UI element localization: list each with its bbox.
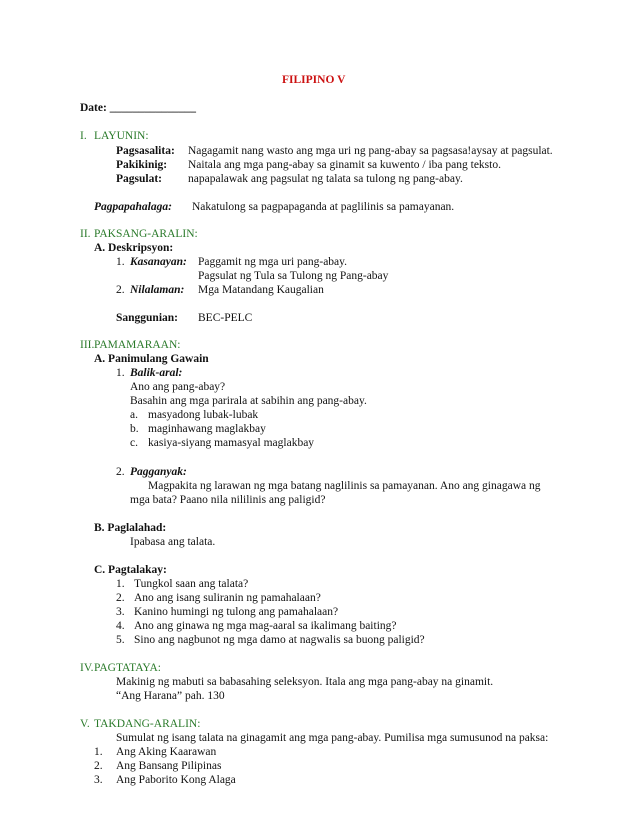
list-number: 1. [94,746,103,758]
list-number: 2. [94,760,103,772]
section-4-heading: PAGTATAYA: [94,662,161,674]
objective-text: Naitala ang mga pang-abay sa ginamit sa kuwento / iba pang teksto. [188,159,501,171]
section-2-heading: PAKSANG-ARALIN: [94,228,198,240]
list-letter: b. [130,423,139,435]
date-line: Date: _______________ [80,102,196,114]
presentation-text: Ipabasa ang talata. [130,536,216,548]
list-number: 1. [116,578,125,590]
values-text: Nakatulong sa pagpapaganda at paglilinis sa pamayanan. [192,201,455,213]
list-number: 2. [116,284,125,296]
objective-label: Pagsulat: [116,173,162,185]
list-number: 3. [94,774,103,786]
discussion-question: Sino ang nagbunot ng mga damo at nagwalis sa buong paligid? [134,634,425,646]
section-3-heading: PAMAMARAAN: [94,339,181,351]
motivation-label: Pagganyak: [130,466,187,478]
assignment-text: Sumulat ng isang talata na ginagamit ang mga pang-abay. Pumilisa mga sumusunod na paksa: [116,732,549,744]
skill-label: Kasanayan: [130,256,187,268]
assignment-topic: Ang Bansang Pilipinas [116,760,222,772]
list-item: maginhawang maglakbay [148,423,266,435]
discussion-question: Tungkol saan ang talata? [134,578,249,590]
review-label: Balik-aral: [130,367,183,379]
section-5-number: V. [80,718,90,730]
list-number: 1. [116,367,125,379]
section-4-number: IV. [80,662,94,674]
content-label: Nilalaman: [130,284,185,296]
review-instruction: Basahin ang mga parirala at sabihin ang pang-abay. [130,395,367,407]
objective-text: napapalawak ang pagsulat ng talata sa tulong ng pang-abay. [188,173,463,185]
review-question: Ano ang pang-abay? [130,381,226,393]
list-letter: c. [130,437,138,449]
list-item: kasiya-siyang mamasyal maglakbay [148,437,315,449]
discussion-question: Ano ang isang suliranin ng pamahalaan? [134,592,321,604]
evaluation-reference: “Ang Harana” pah. 130 [116,690,225,702]
section-3-number: III. [80,339,95,351]
discussion-label: C. Pagtalakay: [94,564,167,576]
opening-activity-label: A. Panimulang Gawain [94,353,209,365]
list-number: 2. [116,466,125,478]
section-1-number: I. [80,130,87,142]
section-5-heading: TAKDANG-ARALIN: [94,718,201,730]
list-number: 3. [116,606,125,618]
content-text: Mga Matandang Kaugalian [198,284,324,296]
evaluation-text: Makinig ng mabuti sa babasahing seleksyon. Itala ang mga pang-abay na ginamit. [116,676,494,688]
list-number: 1. [116,256,125,268]
reference-label: Sanggunian: [116,312,179,324]
discussion-question: Ano ang ginawa ng mga mag-aaral sa ikalimang baiting? [134,620,397,632]
objective-text: Nagagamit nang wasto ang mga uri ng pang-abay sa pagsasa!aysay at pagsulat. [188,145,553,157]
document-title: FILIPINO V [282,74,346,86]
motivation-text-line-1: Magpakita ng larawan ng mga batang naglilinis sa pamayanan. Ano ang ginagawa ng [148,480,541,492]
section-2-number: II. [80,228,91,240]
list-number: 4. [116,620,125,632]
discussion-question: Kanino humingi ng tulong ang pamahalaan? [134,606,339,618]
reference-text: BEC-PELC [198,312,253,324]
skill-text-2: Pagsulat ng Tula sa Tulong ng Pang-abay [198,270,389,282]
presentation-label: B. Paglalahad: [94,522,167,534]
objective-label: Pagsasalita: [116,145,175,157]
list-number: 5. [116,634,125,646]
assignment-topic: Ang Aking Kaarawan [116,746,217,758]
description-label: A. Deskripsyon: [94,242,174,254]
motivation-text-line-2: mga bata? Paano nila nililinis ang paligid? [130,494,326,506]
assignment-topic: Ang Paborito Kong Alaga [116,774,236,786]
objective-label: Pakikinig: [116,159,168,171]
section-1-heading: LAYUNIN: [94,130,149,142]
list-item: masyadong lubak-lubak [148,409,259,421]
list-number: 2. [116,592,125,604]
list-letter: a. [130,409,138,421]
values-label: Pagpapahalaga: [94,201,172,213]
skill-text: Paggamit ng mga uri pang-abay. [198,256,348,268]
